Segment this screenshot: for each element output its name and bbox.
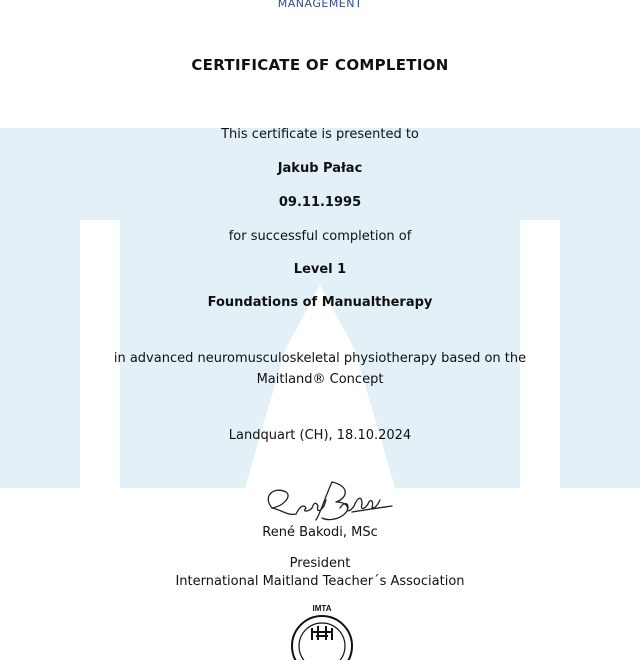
course-title: Foundations of Manualtherapy (207, 295, 433, 310)
recipient-name: Jakub Pałac (277, 161, 363, 176)
description-line-1: in advanced neuromusculoskeletal physiotherapy based on the (113, 351, 527, 366)
signatory-organization: International Maitland Teacher´s Association (175, 574, 465, 589)
organization-header: MANAGEMENT (277, 0, 363, 10)
description-line-2: Maitland® Concept (256, 372, 384, 387)
signature (252, 478, 398, 526)
place-and-date: Landquart (CH), 18.10.2024 (228, 428, 412, 443)
certificate-title: CERTIFICATE OF COMPLETION (191, 56, 449, 74)
course-level: Level 1 (293, 262, 347, 277)
signatory-name: René Bakodi, MSc (262, 525, 378, 540)
imta-seal (282, 600, 362, 660)
seal-label: IMTA (312, 604, 332, 613)
signatory-role: President (289, 556, 351, 571)
presented-to-text: This certificate is presented to (221, 127, 419, 142)
completion-text: for successful completion of (228, 229, 412, 244)
date-of-birth: 09.11.1995 (278, 195, 362, 210)
